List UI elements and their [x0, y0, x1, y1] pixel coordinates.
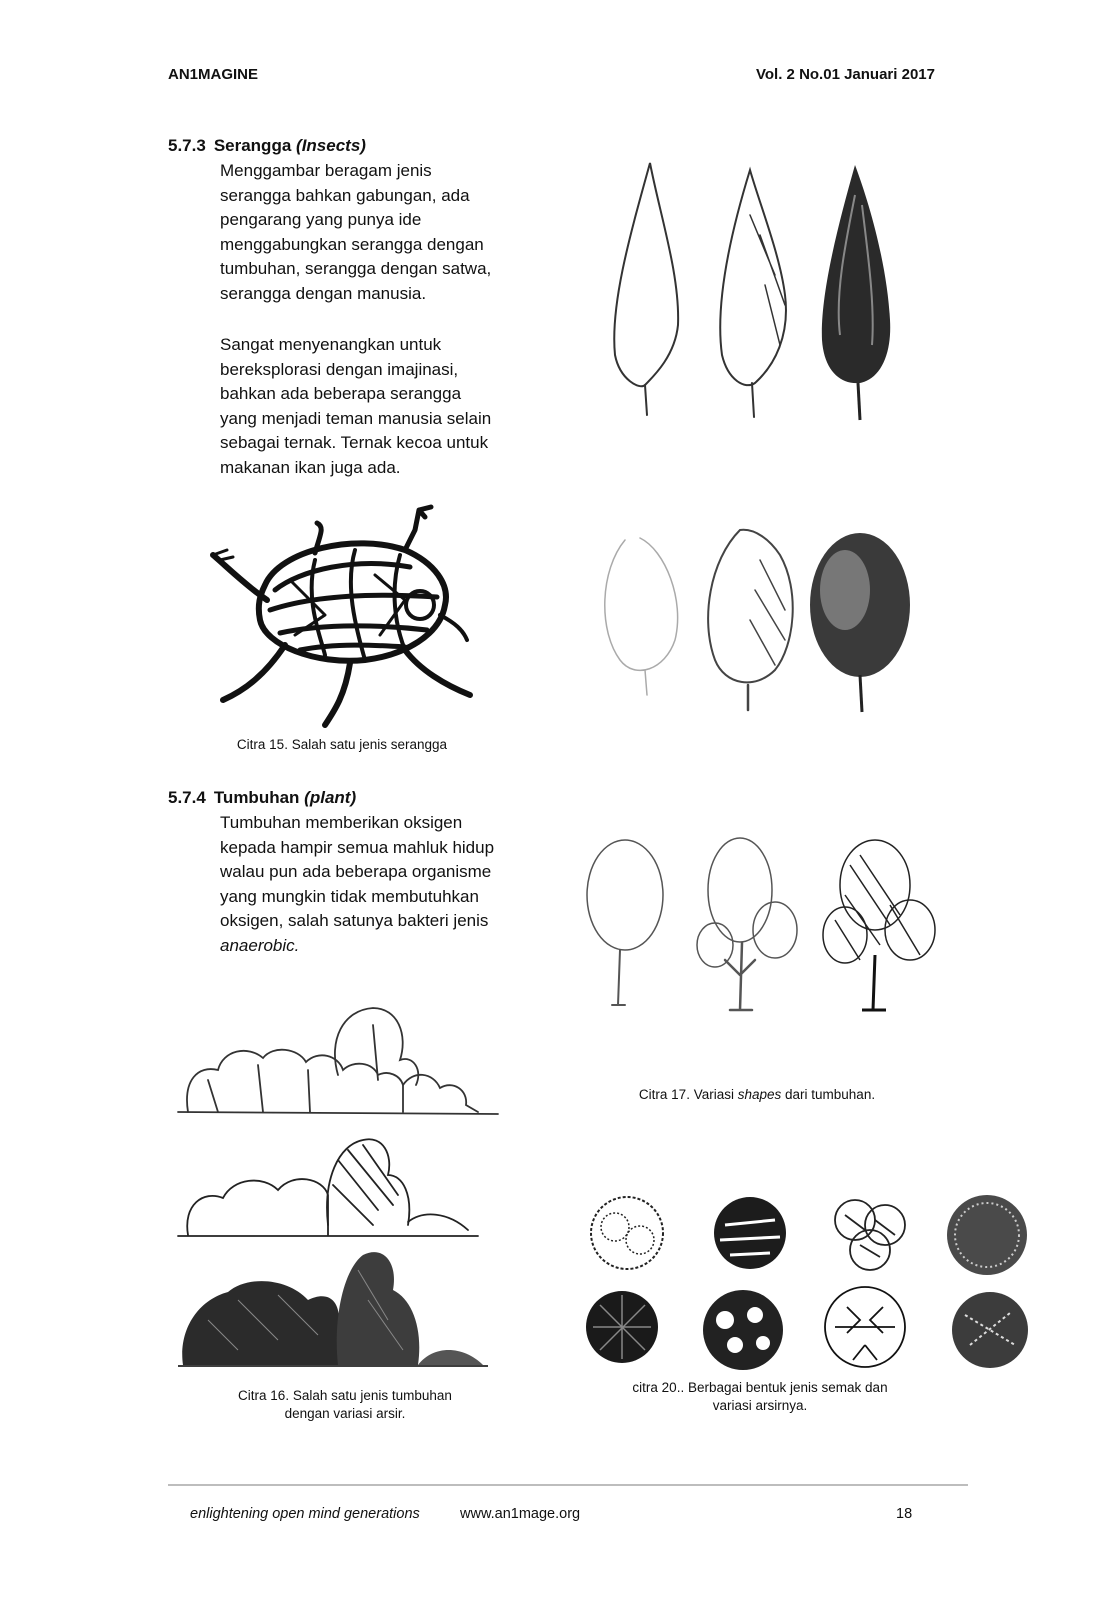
shrub-plan-symbols [585, 1195, 1055, 1375]
caption-line: citra 20.. Berbagai bentuk jenis semak dan [632, 1380, 888, 1395]
beetle-illustration [205, 505, 475, 730]
symbol-7 [825, 1287, 905, 1367]
insects-paragraph-2 [220, 333, 550, 481]
insects-paragraph-1 [220, 159, 550, 307]
caption-line: Citra 16. Salah satu jenis tumbuhan [238, 1388, 452, 1403]
conical-trees-illustration [600, 155, 910, 435]
issue-info: Vol. 2 No.01 Januari 2017 [756, 66, 935, 83]
text-line: bereksplorasi dengan imajinasi, [220, 359, 459, 379]
footer-tagline: enlightening open mind generations [190, 1506, 420, 1522]
text-line: walau pun ada beberapa organisme [220, 862, 492, 882]
symbol-8 [952, 1292, 1028, 1368]
section-number: 5.7.3 [168, 136, 206, 155]
symbol-4 [947, 1195, 1027, 1275]
footer-url[interactable]: www.an1mage.org [460, 1506, 581, 1522]
caption-citra15: Citra 15. Salah satu jenis serangga [236, 737, 448, 752]
section-title: Tumbuhan [213, 788, 300, 807]
text-line: serangga bahkan gabungan, ada [220, 185, 470, 205]
section-heading-plants [168, 788, 356, 808]
symbol-3 [835, 1200, 905, 1270]
footer-divider [168, 1484, 968, 1486]
caption-citra16 [200, 1387, 490, 1423]
text-line: serangga dengan manusia. [220, 283, 427, 303]
caption-citra20 [590, 1379, 930, 1415]
text-line: oksigen, salah satunya bakteri jenis [220, 911, 489, 931]
text-line: sebagai ternak. Ternak kecoa untuk [220, 433, 489, 453]
text-line: bahkan ada beberapa serangga [220, 384, 462, 404]
text-line: yang mungkin tidak membutuhkan [220, 886, 479, 906]
text-line: makanan ikan juga ada. [220, 457, 401, 477]
caption-prefix: Citra 17. Variasi [638, 1087, 738, 1102]
text-line: Menggambar beragam jenis [220, 161, 432, 180]
text-line: menggabungkan serangga dengan [220, 234, 484, 254]
text-line: anaerobic. [220, 935, 300, 955]
text-line: Sangat menyenangkan untuk [220, 335, 442, 354]
oval-trees-illustration [590, 520, 920, 720]
symbol-2 [714, 1197, 786, 1269]
symbol-6 [703, 1290, 783, 1370]
text-line: kepada hampir semua mahluk hidup [220, 837, 495, 857]
broadleaf-trees-illustration [590, 835, 940, 1020]
section-title-en: (plant) [304, 788, 357, 807]
shrub-landscape-illustration [178, 1000, 508, 1385]
text-line: pengarang yang punya ide [220, 210, 422, 230]
section-heading-insects [168, 136, 366, 156]
caption-line: dengan variasi arsir. [284, 1406, 406, 1421]
text-line: yang menjadi teman manusia selain [220, 408, 492, 428]
caption-line: variasi arsirnya. [712, 1398, 808, 1413]
caption-emphasis: shapes [737, 1087, 782, 1102]
symbol-1 [591, 1197, 663, 1269]
section-title-en: (Insects) [296, 136, 366, 155]
caption-suffix: dari tumbuhan. [781, 1087, 876, 1102]
text-line: Tumbuhan memberikan oksigen [220, 813, 463, 832]
page-number: 18 [896, 1506, 913, 1522]
journal-name: AN1MAGINE [168, 66, 259, 83]
section-number: 5.7.4 [168, 788, 206, 807]
plants-paragraph [220, 811, 550, 959]
caption-citra17 [600, 1086, 914, 1104]
symbol-5 [586, 1291, 658, 1363]
text-line: tumbuhan, serangga dengan satwa, [220, 259, 492, 279]
section-title: Serangga [213, 136, 292, 155]
